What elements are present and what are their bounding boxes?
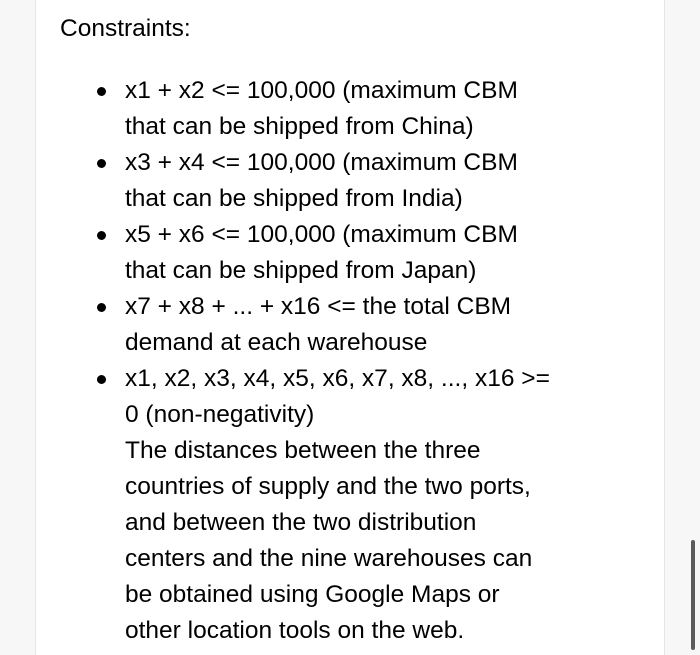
distances-paragraph (125, 433, 532, 649)
bullet-icon (97, 231, 106, 240)
constraint-line: x5 + x6 <= 100,000 (maximum CBM (125, 221, 518, 248)
left-margin-panel (0, 0, 36, 655)
constraints-heading: Constraints: (60, 15, 191, 42)
constraint-item (60, 289, 660, 361)
constraint-item (60, 145, 660, 217)
bullet-icon (97, 159, 106, 168)
paragraph-line: centers and the nine warehouses can (125, 545, 533, 572)
paragraph-line: countries of supply and the two ports, (125, 473, 531, 500)
constraint-line: demand at each warehouse (125, 329, 428, 356)
paragraph-line: and between the two distribution (125, 509, 477, 536)
constraint-line: x3 + x4 <= 100,000 (maximum CBM (125, 149, 518, 176)
constraint-item (60, 361, 660, 433)
bullet-icon (97, 303, 106, 312)
constraint-line: x7 + x8 + ... + x16 <= the total CBM (125, 293, 512, 320)
paragraph-line: The distances between the three (125, 437, 481, 464)
scrollbar-thumb[interactable] (691, 540, 695, 650)
constraint-line: that can be shipped from Japan) (125, 257, 477, 284)
constraint-line: 0 (non-negativity) (125, 401, 315, 428)
constraint-line: x1 + x2 <= 100,000 (maximum CBM (125, 77, 518, 104)
constraint-item (60, 73, 660, 145)
bullet-icon (97, 87, 106, 96)
constraint-line: that can be shipped from India) (125, 185, 463, 212)
constraints-list (60, 73, 660, 433)
constraint-line: that can be shipped from China) (125, 113, 474, 140)
paragraph-line: other location tools on the web. (125, 617, 465, 644)
constraint-line: x1, x2, x3, x4, x5, x6, x7, x8, ..., x16 >= (125, 365, 550, 392)
paragraph-line: be obtained using Google Maps or (125, 581, 500, 608)
constraint-item (60, 217, 660, 289)
bullet-icon (97, 375, 106, 384)
